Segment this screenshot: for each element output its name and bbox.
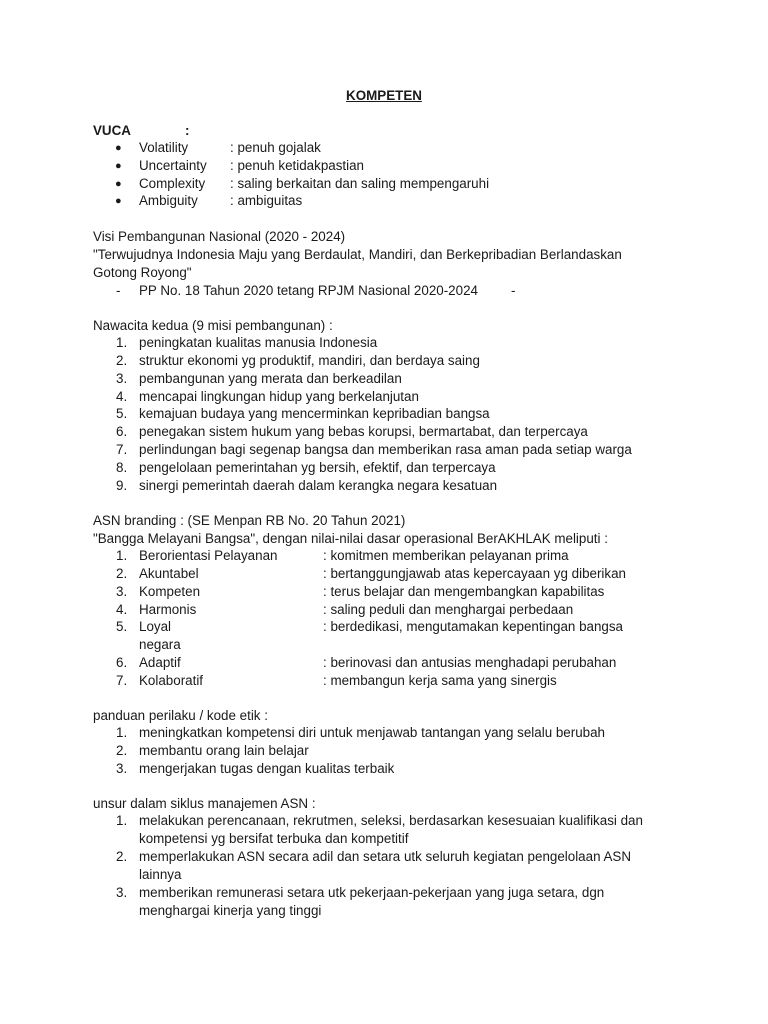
item-number: 4. [116,602,128,617]
item-text-continuation: kompetensi yg bersifat terbuka dan kompetitif [139,831,409,846]
item-text-continuation: lainnya [139,867,182,882]
visi-quote-line1: "Terwujudnya Indonesia Maju yang Berdaulat, Mandiri, dan Berkepribadian Berlandaskan [93,247,622,262]
trailing-dash: - [511,283,516,298]
asn-branding-heading: ASN branding : (SE Menpan RB No. 20 Tahun 2021) [93,513,406,528]
item-text: memberikan remunerasi setara utk pekerjaan-pekerjaan yang juga setara, dgn [139,885,605,900]
vuca-colon: : [185,123,190,138]
item-text: mengerjakan tugas dengan kualitas terbaik [139,761,395,776]
item-text-continuation: menghargai kinerja yang tinggi [139,903,322,918]
item-term: Kompeten [139,584,201,599]
item-number: 2. [116,353,128,368]
item-desc: : terus belajar dan mengembangkan kapabilitas [323,584,605,599]
item-desc: : bertanggungjawab atas kepercayaan yg diberikan [323,566,626,581]
item-number: 1. [116,548,128,563]
bullet-icon: ● [115,178,122,190]
bullet-icon: ● [115,142,122,154]
visi-heading: Visi Pembangunan Nasional (2020 - 2024) [93,229,346,244]
item-desc: : komitmen memberikan pelayanan prima [323,548,569,563]
item-number: 5. [116,619,128,634]
item-number: 1. [116,335,128,350]
visi-item: PP No. 18 Tahun 2020 tetang RPJM Nasional 2020-2024 [139,283,478,298]
item-text: melakukan perencanaan, rekrutmen, seleksi, berdasarkan kesesuaian kualifikasi dan [139,813,643,828]
item-desc: : membangun kerja sama yang sinergis [323,673,557,688]
item-term: Adaptif [139,655,181,670]
item-number: 3. [116,885,128,900]
item-term: Akuntabel [139,566,199,581]
vuca-term: Uncertainty [139,158,207,173]
vuca-desc: : saling berkaitan dan saling mempengaruhi [230,176,490,191]
item-term: Loyal [139,619,172,634]
asn-branding-subheading: "Bangga Melayani Bangsa", dengan nilai-nilai dasar operasional BerAKHLAK meliputi : [93,531,608,546]
item-number: 2. [116,849,128,864]
item-number: 3. [116,761,128,776]
item-desc-continuation: negara [139,637,181,652]
item-number: 7. [116,673,128,688]
vuca-term: Ambiguity [139,193,198,208]
item-text: struktur ekonomi yg produktif, mandiri, dan berdaya saing [139,353,480,368]
item-number: 1. [116,725,128,740]
item-number: 5. [116,406,128,421]
panduan-heading: panduan perilaku / kode etik : [93,708,268,723]
dash-marker: - [116,283,121,298]
bullet-icon: ● [115,160,122,172]
item-term: Kolaboratif [139,673,204,688]
item-number: 8. [116,460,128,475]
item-term: Harmonis [139,602,197,617]
item-number: 4. [116,389,128,404]
vuca-desc: : penuh gojalak [230,140,321,155]
vuca-desc: : ambiguitas [230,193,303,208]
vuca-heading: VUCA [93,123,131,138]
item-desc: : berinovasi dan antusias menghadapi perubahan [323,655,617,670]
visi-quote-line2: Gotong Royong" [93,265,192,280]
item-desc: : berdedikasi, mengutamakan kepentingan bangsa [323,619,624,634]
item-number: 1. [116,813,128,828]
item-term: Berorientasi Pelayanan [139,548,278,563]
vuca-term: Complexity [139,176,206,191]
item-text: peningkatan kualitas manusia Indonesia [139,335,378,350]
item-text: memperlakukan ASN secara adil dan setara utk seluruh kegiatan pengelolaan ASN [139,849,632,864]
item-text: pengelolaan pemerintahan yg bersih, efektif, dan terpercaya [139,460,496,475]
item-text: pembangunan yang merata dan berkeadilan [139,371,402,386]
item-text: kemajuan budaya yang mencerminkan kepribadian bangsa [139,406,490,421]
item-number: 6. [116,655,128,670]
unsur-heading: unsur dalam siklus manajemen ASN : [93,796,316,811]
item-number: 9. [116,478,128,493]
bullet-icon: ● [115,195,122,207]
item-desc: : saling peduli dan menghargai perbedaan [323,602,574,617]
item-text: penegakan sistem hukum yang bebas korupsi, bermartabat, dan terpercaya [139,424,588,439]
item-text: mencapai lingkungan hidup yang berkelanjutan [139,389,419,404]
item-number: 7. [116,442,128,457]
item-number: 3. [116,584,128,599]
item-text: perlindungan bagi segenap bangsa dan memberikan rasa aman pada setiap warga [139,442,632,457]
item-number: 2. [116,566,128,581]
item-text: meningkatkan kompetensi diri untuk menjawab tantangan yang selalu berubah [139,725,605,740]
item-number: 2. [116,743,128,758]
item-text: membantu orang lain belajar [139,743,309,758]
page-title: KOMPETEN [346,88,422,103]
item-number: 3. [116,371,128,386]
item-number: 6. [116,424,128,439]
item-text: sinergi pemerintah daerah dalam kerangka negara kesatuan [139,478,498,493]
vuca-term: Volatility [139,140,189,155]
vuca-desc: : penuh ketidakpastian [230,158,365,173]
nawacita-heading: Nawacita kedua (9 misi pembangunan) : [93,318,333,333]
